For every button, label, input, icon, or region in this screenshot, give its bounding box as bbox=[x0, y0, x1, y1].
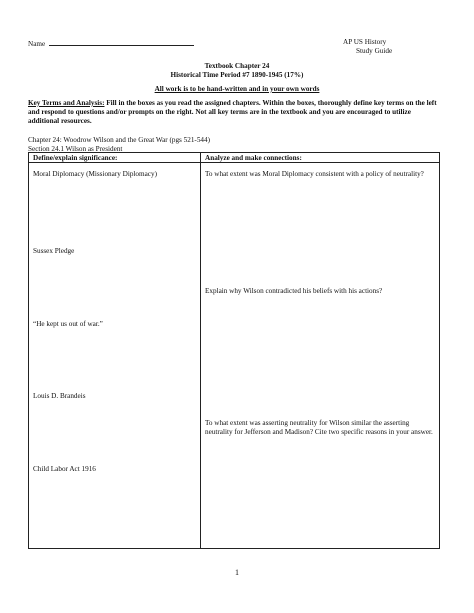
doc-type: Study Guide bbox=[356, 47, 393, 55]
page-rule: All work is to be hand-written and in your own words bbox=[154, 85, 320, 93]
term-kept-us-out-of-war: “He kept us out of war.” bbox=[33, 320, 103, 328]
section-heading: Section 24.1 Wilson as President bbox=[28, 145, 123, 153]
instructions bbox=[28, 99, 443, 126]
prompt-neutrality-comparison: To what extent was asserting neutrality for Wilson similar the asserting neutrality for Jefferson and Madison? Cite two specific reasons in your answer. bbox=[205, 419, 433, 436]
study-table bbox=[28, 152, 440, 549]
left-column-header: Define/explain significance: bbox=[33, 154, 118, 162]
term-louis-brandeis: Louis D. Brandeis bbox=[33, 392, 86, 400]
name-label: Name bbox=[28, 40, 46, 48]
name-field bbox=[28, 38, 194, 49]
course-name: AP US History bbox=[343, 38, 387, 46]
instructions-label: Key Terms and Analysis: bbox=[28, 99, 105, 107]
term-sussex-pledge: Sussex Pledge bbox=[33, 247, 75, 255]
name-blank-line bbox=[49, 38, 194, 46]
page-title: Textbook Chapter 24 bbox=[204, 62, 270, 70]
term-moral-diplomacy: Moral Diplomacy (Missionary Diplomacy) bbox=[33, 170, 157, 178]
course-header bbox=[343, 38, 423, 56]
page-subtitle: Historical Time Period #7 1890-1945 (17%) bbox=[170, 71, 304, 79]
right-column-header: Analyze and make connections: bbox=[205, 154, 302, 162]
page-number: 1 bbox=[235, 568, 239, 577]
chapter-heading: Chapter 24: Woodrow Wilson and the Great War (pgs 521-544) bbox=[28, 136, 210, 144]
instructions-text: Fill in the boxes as you read the assigned chapters. Within the boxes, thoroughly define key terms on the left and respond to questions and/or prompts on the right. Not all key terms are in the textbook and you are encouraged to utilize additional resources. bbox=[28, 99, 437, 125]
term-child-labor-act: Child Labor Act 1916 bbox=[33, 465, 96, 473]
prompt-wilson-contradiction: Explain why Wilson contradicted his beliefs with his actions? bbox=[205, 287, 383, 295]
prompt-moral-diplomacy: To what extent was Moral Diplomacy consistent with a policy of neutrality? bbox=[205, 170, 424, 178]
table-column-divider bbox=[200, 152, 201, 549]
